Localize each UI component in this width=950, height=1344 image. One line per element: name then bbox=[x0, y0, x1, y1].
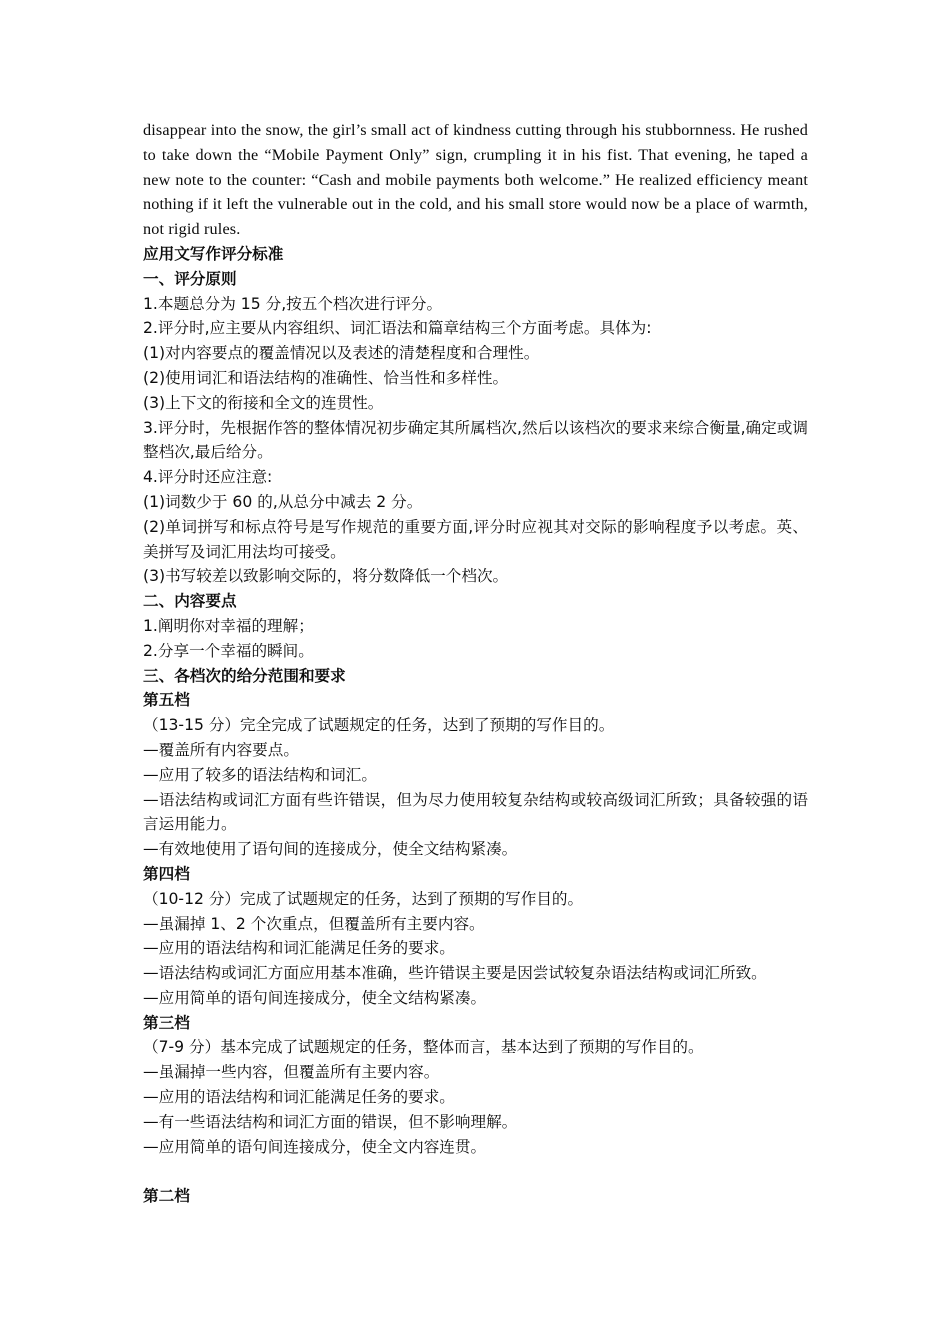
section-two-item: 1.阐明你对幸福的理解； bbox=[143, 616, 314, 635]
band-name-second: 第二档 bbox=[143, 1187, 190, 1206]
document-body bbox=[143, 118, 808, 1209]
section-three-heading: 三、各档次的给分范围和要求 bbox=[143, 666, 346, 685]
section-one-item: 3.评分时，先根据作答的整体情况初步确定其所属档次,然后以该档次的要求来综合衡量,确定或调整档次,最后给分。 bbox=[143, 418, 808, 462]
section-one-item: (2)使用词汇和语法结构的准确性、恰当性和多样性。 bbox=[143, 368, 509, 387]
band-criterion: —应用了较多的语法结构和词汇。 bbox=[143, 765, 377, 784]
band-score-line-fourth: （10-12 分）完成了试题规定的任务，达到了预期的写作目的。 bbox=[143, 889, 584, 908]
section-one-item: (1)对内容要点的覆盖情况以及表述的清楚程度和合理性。 bbox=[143, 344, 540, 363]
band-score-line-third: （7-9 分）基本完成了试题规定的任务，整体而言，基本达到了预期的写作目的。 bbox=[143, 1038, 704, 1057]
band-criterion: —有一些语法结构和词汇方面的错误，但不影响理解。 bbox=[143, 1112, 518, 1131]
section-one-heading: 一、评分原则 bbox=[143, 269, 237, 288]
band-criterion: —语法结构或词汇方面有些许错误，但为尽力使用较复杂结构或较高级词汇所致；具备较强的语言运用能力。 bbox=[143, 790, 808, 834]
band-criterion: —应用简单的语句间连接成分，使全文结构紧凑。 bbox=[143, 988, 487, 1007]
band-criterion: —虽漏掉一些内容，但覆盖所有主要内容。 bbox=[143, 1063, 440, 1082]
section-one-item: 1.本题总分为 15 分,按五个档次进行评分。 bbox=[143, 294, 443, 313]
section-one-item: (3)书写较差以致影响交际的，将分数降低一个档次。 bbox=[143, 567, 509, 586]
band-name-fifth: 第五档 bbox=[143, 691, 190, 710]
section-two-item: 2.分享一个幸福的瞬间。 bbox=[143, 641, 314, 660]
section-one-item: (1)词数少于 60 的,从总分中减去 2 分。 bbox=[143, 492, 423, 511]
paragraph-spacer bbox=[143, 1159, 808, 1184]
rubric-title: 应用文写作评分标准 bbox=[143, 244, 284, 263]
band-criterion: —应用的语法结构和词汇能满足任务的要求。 bbox=[143, 939, 455, 958]
band-criterion: —应用简单的语句间连接成分，使全文内容连贯。 bbox=[143, 1137, 487, 1156]
section-one-item: (2)单词拼写和标点符号是写作规范的重要方面,评分时应视其对交际的影响程度予以考虑。英、美拼写及词汇用法均可接受。 bbox=[143, 517, 808, 561]
english-passage-paragraph: disappear into the snow, the girl’s small act of kindness cutting through his stubbornness. He rushed to take down the “Mobile Payment Only” sign, crumpling it in his fist. That evening, he taped a new note to the counter: “Cash and mobile payments both welcome.” He realized efficiency meant nothing if it left the vulnerable out in the cold, and his small store would now be a place of warmth, not rigid rules. bbox=[143, 121, 808, 239]
band-criterion: —应用的语法结构和词汇能满足任务的要求。 bbox=[143, 1088, 455, 1107]
band-criterion: —虽漏掉 1、2 个次重点，但覆盖所有主要内容。 bbox=[143, 914, 485, 933]
band-criterion: —覆盖所有内容要点。 bbox=[143, 740, 299, 759]
section-one-item: 2.评分时,应主要从内容组织、词汇语法和篇章结构三个方面考虑。具体为: bbox=[143, 319, 652, 338]
band-criterion: —语法结构或词汇方面应用基本准确，些许错误主要是因尝试较复杂语法结构或词汇所致。 bbox=[143, 964, 767, 983]
band-score-line-fifth: （13-15 分）完全完成了试题规定的任务，达到了预期的写作目的。 bbox=[143, 716, 615, 735]
section-two-heading: 二、内容要点 bbox=[143, 592, 237, 611]
band-criterion: —有效地使用了语句间的连接成分，使全文结构紧凑。 bbox=[143, 840, 518, 859]
band-name-fourth: 第四档 bbox=[143, 864, 190, 883]
section-one-item: (3)上下文的衔接和全文的连贯性。 bbox=[143, 393, 384, 412]
band-name-third: 第三档 bbox=[143, 1013, 190, 1032]
section-one-item: 4.评分时还应注意: bbox=[143, 468, 273, 487]
